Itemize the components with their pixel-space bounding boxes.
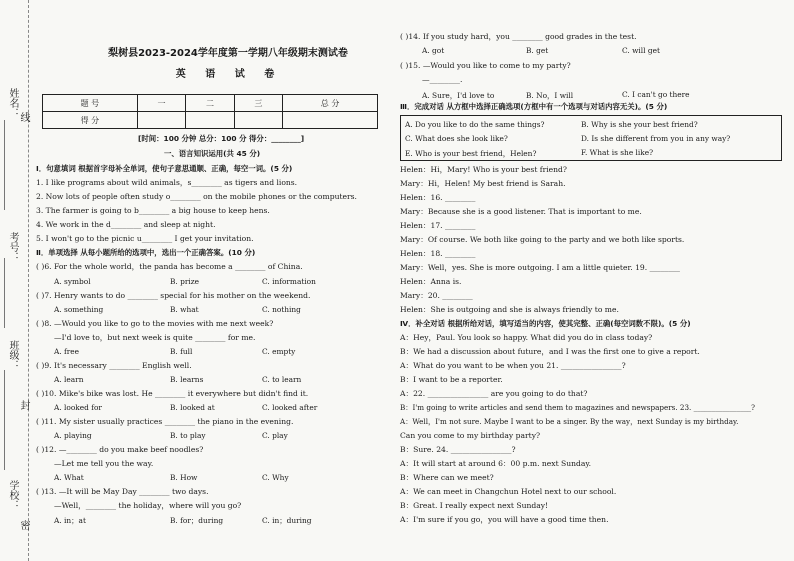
dialog-line: A：What do you want to be when you 21. ________________? xyxy=(400,361,626,370)
dialog-line: Helen：Hi，Mary! Who is your best friend? xyxy=(400,165,567,174)
question-stem: ( )8. —Would you like to go to the movies with me next week? xyxy=(36,319,274,328)
option: A. something xyxy=(54,305,104,314)
dialog-line: B：Great. I really expect next Sunday! xyxy=(400,501,549,510)
option: B. to play xyxy=(170,431,206,440)
question-item: 2. Now lots of people often study o________ on the mobile phones or the computers. xyxy=(36,192,357,201)
option: C. looked after xyxy=(262,403,318,412)
question-stem: ( )10. Mike's bike was lost. He ________ it everywhere but didn't find it. xyxy=(36,389,309,398)
options-box xyxy=(400,115,782,161)
score-cell: 题 号 xyxy=(43,95,138,112)
option: B. full xyxy=(170,347,193,356)
score-input[interactable] xyxy=(234,112,282,129)
class-label: 班级： xyxy=(7,340,18,370)
option: B. learns xyxy=(170,375,204,384)
dialog-line: B：Where can we meet? xyxy=(400,473,494,482)
exam-no-label: 考号： xyxy=(7,232,18,262)
dialog-line: B：I'm going to write articles and send them to magazines and newspapers. 23. ________________? xyxy=(400,403,755,412)
option: B. get xyxy=(526,46,549,55)
option: B. No，I will xyxy=(526,91,574,100)
write-line xyxy=(4,258,5,328)
dialog-line: B：We had a discussion about future，and I was the first one to give a report. xyxy=(400,347,700,356)
dialog-line: A：I'm sure if you go，you will have a good time then. xyxy=(400,515,609,524)
question-item: 5. I won't go to the picnic u________ I get your invitation. xyxy=(36,234,254,243)
dialog-line: Helen：18. ________ xyxy=(400,249,476,258)
question-stem: ( )15. —Would you like to come to my party? xyxy=(400,61,571,70)
option: C. in；during xyxy=(262,516,312,525)
score-cell: 二 xyxy=(186,95,234,112)
option: C. information xyxy=(262,277,316,286)
option: A. playing xyxy=(54,431,92,440)
dialog-line: Mary：Hi，Helen! My best friend is Sarah. xyxy=(400,179,566,188)
box-option: A. Do you like to do the same things? xyxy=(405,120,545,129)
question-stem: —Well，________ the holiday，where will you go? xyxy=(54,501,242,510)
question-item: 3. The farmer is going to b________ a big house to keep hens. xyxy=(36,206,270,215)
dialog-line: A：It will start at around 6：00 p.m. next Sunday. xyxy=(400,459,592,468)
dialog-line: A：Well，I'm not sure. Maybe I want to be a singer. By the way，next Sunday is my birthday. xyxy=(400,417,739,426)
option: C. Why xyxy=(262,473,289,482)
name-label: 姓名： xyxy=(7,88,18,118)
section-heading: Ⅳ．补全对话 根据所给对话，填写适当的内容，使其完整、正确(每空词数不限)。(5 分) xyxy=(400,319,691,328)
option: C. play xyxy=(262,431,288,440)
question-stem: ( )13. —It will be May Day ________ two days. xyxy=(36,487,209,496)
score-input[interactable] xyxy=(137,112,185,129)
dialog-line: Helen：She is outgoing and she is always friendly to me. xyxy=(400,305,619,314)
question-stem: ( )7. Henry wants to do ________ special for his mother on the weekend. xyxy=(36,291,311,300)
score-cell: 总 分 xyxy=(283,95,378,112)
fold-mark-3: 密 xyxy=(18,520,29,530)
subject-title: 英 语 试 卷 xyxy=(175,69,283,80)
fold-mark-2: 封 xyxy=(18,400,29,410)
dialog-line: A：We can meet in Changchun Hotel next to our school. xyxy=(400,487,617,496)
dialog-line: Mary：20. ________ xyxy=(400,291,473,300)
right-column xyxy=(398,0,782,561)
question-stem: ( )12. —________ do you make beef noodles? xyxy=(36,445,204,454)
score-input[interactable] xyxy=(283,112,378,129)
section-heading: Ⅲ．完成对话 从方框中选择正确选项(方框中有一个选项与对话内容无关)。(5 分) xyxy=(400,102,668,111)
option: A. got xyxy=(422,46,445,55)
option: B. what xyxy=(170,305,199,314)
option: A. in；at xyxy=(54,516,86,525)
score-input[interactable] xyxy=(186,112,234,129)
write-line xyxy=(4,120,5,210)
dialog-line: A：Hey，Paul. You look so happy. What did you do in class today? xyxy=(400,333,653,342)
option: A. Sure，I'd love to xyxy=(422,91,495,100)
question-stem: —I'd love to，but next week is quite ________ for me. xyxy=(54,333,256,342)
score-cell: 得 分 xyxy=(43,112,138,129)
option: C. empty xyxy=(262,347,296,356)
score-table xyxy=(42,94,378,129)
section-heading: Ⅱ．单项选择 从每小题所给的选项中，选出一个正确答案。(10 分) xyxy=(36,248,256,257)
write-line xyxy=(4,370,5,470)
dialog-line: B：I want to be a reporter. xyxy=(400,375,503,384)
dialog-line: Mary：Of course. We both like going to the party and we both like sports. xyxy=(400,235,685,244)
left-column xyxy=(34,0,386,561)
binding-margin xyxy=(0,0,29,561)
dialog-line: Helen：16. ________ xyxy=(400,193,476,202)
box-option: C. What does she look like? xyxy=(405,134,508,143)
option: A. free xyxy=(54,347,80,356)
dialog-line: B：Sure. 24. ________________? xyxy=(400,445,516,454)
option: B. looked at xyxy=(170,403,215,412)
option: A. symbol xyxy=(54,277,91,286)
question-stem: ( )6. For the whole world，the panda has become a ________ of China. xyxy=(36,262,303,271)
option: C. will get xyxy=(622,46,660,55)
option: A. learn xyxy=(54,375,84,384)
option: B. How xyxy=(170,473,198,482)
dialog-line: Can you come to my birthday party? xyxy=(400,431,541,440)
question-stem: ( )11. My sister usually practices ________ the piano in the evening. xyxy=(36,417,294,426)
question-item: 4. We work in the d________ and sleep at night. xyxy=(36,220,216,229)
dialog-line: Helen：17. ________ xyxy=(400,221,476,230)
option: C. to learn xyxy=(262,375,302,384)
school-label: 学校： xyxy=(7,480,18,510)
exam-title: 梨树县2023-2024学年度第一学期八年级期末测试卷 xyxy=(108,48,348,59)
score-cell: 三 xyxy=(234,95,282,112)
score-cell: 一 xyxy=(137,95,185,112)
box-option: B. Why is she your best friend? xyxy=(581,120,698,129)
option: A. looked for xyxy=(54,403,102,412)
question-stem: —Let me tell you the way. xyxy=(54,459,154,468)
time-info: [时间：100 分钟 总分：100 分 得分：________] xyxy=(138,134,305,143)
question-stem: —________. xyxy=(422,75,463,84)
question-item: 1. I like programs about wild animals，s________ as tigers and lions. xyxy=(36,178,298,187)
dialog-line: Helen：Anna is. xyxy=(400,277,462,286)
dialog-line: A：22. ________________ are you going to do that? xyxy=(400,389,588,398)
option: B. for；during xyxy=(170,516,224,525)
box-option: D. Is she different from you in any way? xyxy=(581,134,731,143)
dialog-line: Mary：Well，yes. She is more outgoing. I am a little quieter. 19. ________ xyxy=(400,263,680,272)
part-heading: 一、语言知识运用(共 45 分) xyxy=(164,149,261,158)
option: C. nothing xyxy=(262,305,301,314)
fold-mark-1: 线 xyxy=(18,112,29,122)
question-stem: ( )14. If you study hard，you ________ good grades in the test. xyxy=(400,32,637,41)
box-option: E. Who is your best friend，Helen? xyxy=(405,149,537,158)
box-option: F. What is she like? xyxy=(581,148,654,157)
option: C. I can't go there xyxy=(622,90,690,99)
section-heading: Ⅰ．句意填词 根据首字母补全单词，使句子意思通顺、正确，每空一词。(5 分) xyxy=(36,164,293,173)
dialog-line: Mary：Because she is a good listener. That is important to me. xyxy=(400,207,642,216)
option: A. What xyxy=(54,473,84,482)
question-stem: ( )9. It's necessary ________ English well. xyxy=(36,361,192,370)
option: B. prize xyxy=(170,277,200,286)
